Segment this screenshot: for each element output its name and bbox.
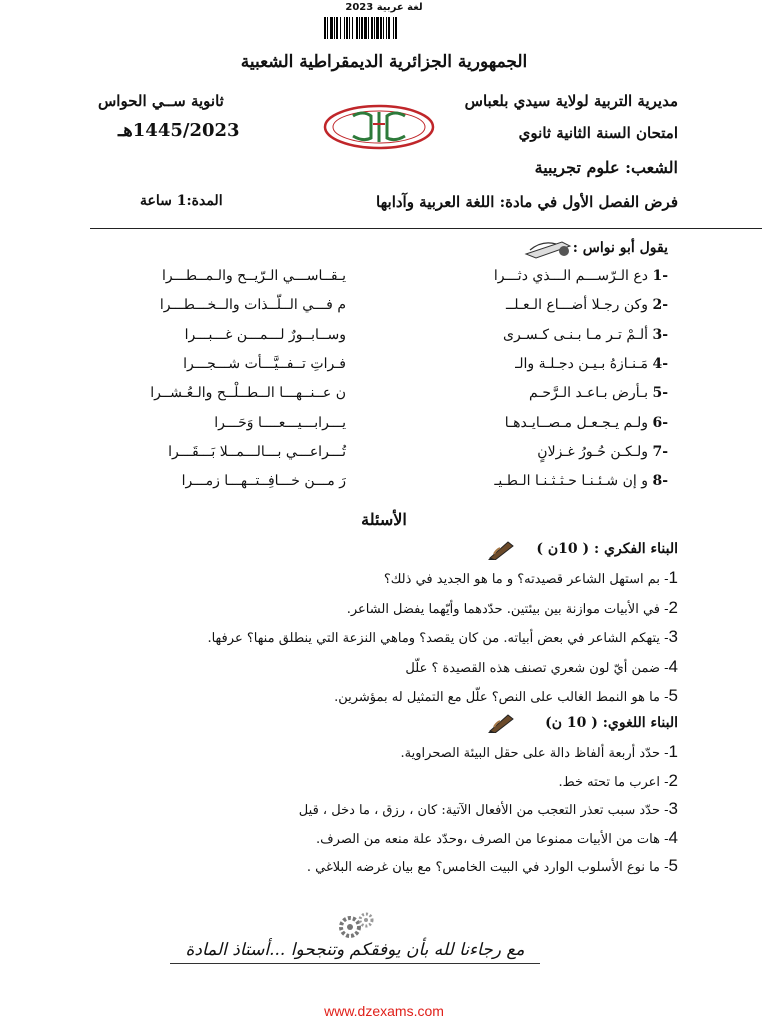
exam-year: 1445/2023هـ: [118, 120, 240, 141]
verse-first-half-text: ألـمْ تـر مـا بـنـى كـسـرى: [502, 327, 648, 343]
exam-title: امتحان السنة الثانية ثانوي: [518, 124, 678, 142]
section-intellectual: [536, 541, 678, 557]
section-linguistic-points: ( 10 ن): [545, 715, 598, 731]
question-item: [299, 799, 678, 819]
subject-tag: لغة عربية 2023: [345, 2, 423, 13]
question-text: - ما نوع الأسلوب الوارد في البيت الخامس؟ مع بيان غرضه البلاغي .: [306, 860, 669, 875]
verse-number: -8: [652, 473, 668, 489]
website-link[interactable]: www.dzexams.com: [324, 1003, 444, 1019]
question-text: - هات من الأبيات ممنوعا من الصرف ،وحدّد علة منعه من الصرف.: [316, 832, 669, 847]
question-number: 2: [668, 598, 678, 617]
verse-second-half: وســابــورٌ لـــمـــن غـــبـــرا: [184, 327, 346, 343]
question-text: - في الأبيات موازنة بين بيئتين. حدّدهما وأيّهما يفضل الشاعر.: [346, 602, 669, 617]
question-number: 3: [668, 799, 678, 818]
verse-first-half-text: دع الـرّســـم الـــذي دثـــرا: [493, 268, 648, 284]
questions-title: الأسئلة: [361, 510, 407, 529]
question-text: - حدّد أربعة ألفاظ دالة على حقل البيئة الصحراوية.: [400, 746, 669, 761]
verse-number: -7: [652, 444, 668, 460]
question-item: [405, 657, 678, 677]
question-item: [207, 627, 678, 647]
verse-first-half: [368, 385, 668, 401]
school-name: ثانوية ســي الحواس: [98, 92, 224, 110]
question-item: [401, 742, 678, 762]
barcode-icon: [323, 17, 441, 45]
question-text: - يتهكم الشاعر في بعض أبياته. من كان يقصد؟ وماهي النزعة التي ينطلق منها؟ عرفها.: [207, 631, 669, 646]
verse-first-half-text: مَـنـازهُ بـيـن دجـلـة والـ: [515, 356, 648, 372]
question-item: [558, 771, 678, 791]
closing-remark: مع رجاءنا لله بأن يوفقكم وتنجحوا ...أستاذ المادة: [185, 940, 525, 960]
question-item: [334, 686, 678, 706]
duration: المدة:1 ساعة: [140, 193, 223, 209]
verse-number: -5: [652, 385, 668, 401]
closing-underline: [170, 963, 540, 964]
verse-number: -2: [652, 297, 668, 313]
question-number: 4: [668, 828, 678, 847]
verse-second-half: فـراتِ تــفــيَّـــأت شـــجـــرا: [183, 356, 346, 372]
subject-line: فرض الفصل الأول في مادة: اللغة العربية وآدابها: [376, 193, 678, 211]
question-item: [347, 598, 678, 618]
question-text: - ما هو النمط الغالب على النص؟ علّل مع التمثيل له بمؤشرين.: [334, 690, 669, 705]
verse-first-half: [368, 327, 668, 343]
verse-number: -3: [652, 327, 668, 343]
stream: الشعب: علوم تجريبية: [534, 158, 678, 177]
verse-first-half-text: بـأرض بـاعـد الـرَّحـم: [529, 385, 648, 401]
verse-second-half: يـــرابـــيـــعــــا وَحَـــرا: [214, 415, 346, 431]
verse-second-half: تُـــراعـــي بـــالـــمــلا بَـــقَـــرا: [168, 444, 346, 460]
poem-intro: يقول أبو نواس :: [572, 240, 668, 256]
verse-number: -1: [652, 268, 668, 284]
question-number: 2: [668, 771, 678, 790]
directorate: مديرية التربية لولاية سيدي بلعباس: [464, 92, 678, 110]
question-item: [307, 856, 678, 876]
question-text: - بم استهل الشاعر قصيدته؟ و ما هو الجديد في ذلك؟: [383, 572, 669, 587]
question-number: 4: [668, 657, 678, 676]
question-text: - حدّد سبب تعذر التعجب من الأفعال الآتية: كان ، رزق ، ما دخل ، قيل: [298, 803, 669, 818]
question-item: [316, 828, 678, 848]
verse-number: -4: [652, 356, 668, 372]
section-intellectual-title: البناء الفكري :: [593, 541, 678, 557]
verse-first-half: [368, 415, 668, 431]
republic-title: الجمهورية الجزائرية الديمقراطية الشعبية: [240, 52, 528, 72]
question-text: - ضمن أيّ لون شعري تصنف هذه القصيدة ؟ علّل: [405, 661, 669, 676]
verse-second-half: يـقــاســـي الـرّيــح والـمــطـــرا: [162, 268, 346, 284]
school-logo-icon: [323, 104, 435, 150]
section-linguistic-title: البناء اللغوي:: [602, 715, 678, 731]
verse-first-half: [368, 473, 668, 489]
section-linguistic: [545, 715, 678, 731]
verse-first-half-text: ولـكـن حُـورُ غـزلانٍ: [537, 444, 648, 460]
verse-second-half: رَ مـــن خـــافِــتــهـــا زمـــرا: [181, 473, 346, 489]
verse-first-half: [368, 356, 668, 372]
question-item: [384, 568, 678, 588]
question-number: 5: [668, 686, 678, 705]
verse-first-half-text: وكن رجـلا أضـــاع الـعـلــ: [506, 297, 648, 313]
section-intellectual-points: ( 10ن ): [536, 541, 590, 557]
verse-first-half: [368, 444, 668, 460]
question-number: 3: [668, 627, 678, 646]
pen-icon: [486, 538, 516, 560]
question-number: 1: [668, 568, 678, 587]
verse-first-half: [368, 268, 668, 284]
question-number: 1: [668, 742, 678, 761]
verse-second-half: م فـــي الــلّــذات والــخـــطـــرا: [159, 297, 346, 313]
inkwell-icon: [522, 236, 574, 260]
verse-first-half-text: و إن شـئـنـا حـثـثـنـا الـطـيـ: [494, 473, 648, 489]
verse-number: -6: [652, 415, 668, 431]
verse-second-half: ن عــنــهـــا الــطــلْــح والـعُـشــرا: [150, 385, 346, 401]
question-text: - اعرب ما تحته خط.: [558, 775, 669, 790]
verse-first-half-text: ولـم يـجـعـل مـصــايـدهـا: [504, 415, 648, 431]
question-number: 5: [668, 856, 678, 875]
header-divider: [90, 228, 762, 229]
pen-icon: [486, 711, 516, 733]
verse-first-half: [368, 297, 668, 313]
gears-icon: [336, 910, 376, 940]
